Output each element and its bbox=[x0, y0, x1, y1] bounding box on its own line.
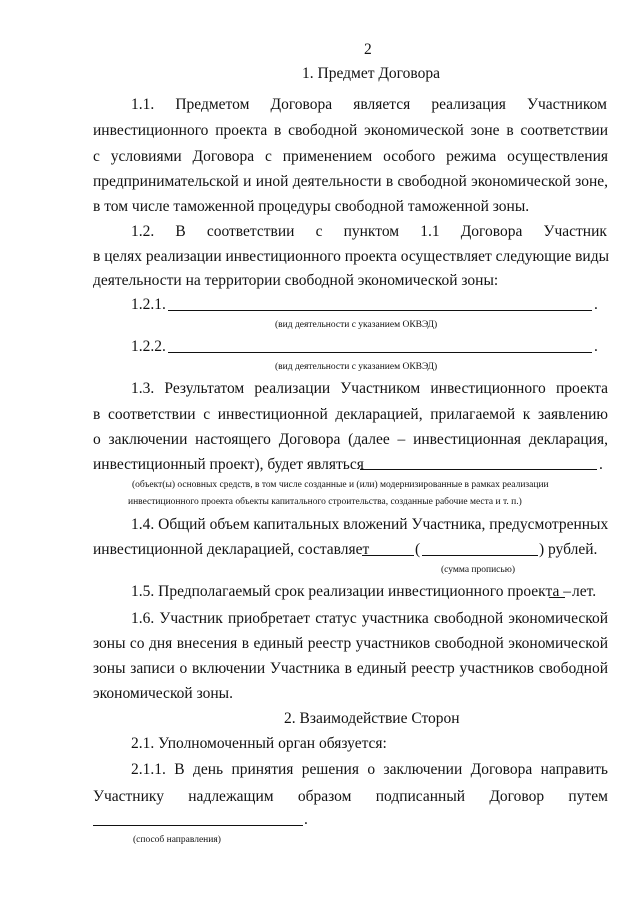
text-word: В bbox=[175, 223, 186, 240]
paragraph-2-1: 2.1. Уполномоченный орган обязуется: bbox=[131, 735, 387, 752]
paragraph-1-6-line-1: 1.6. Участник приобретает статус участника свободной экономической bbox=[131, 610, 608, 627]
paragraph-1-1-line-2: инвестиционного проекта в свободной экономической зоне в соответствии bbox=[93, 122, 608, 139]
text-word: надлежащим bbox=[188, 788, 274, 805]
text-word: Договора bbox=[460, 223, 523, 240]
paragraph-1-5-text: 1.5. Предполагаемый срок реализации инвестиционного проекта – bbox=[131, 583, 571, 600]
page-number: 2 bbox=[364, 41, 372, 58]
activity-1-blank-line bbox=[168, 310, 592, 311]
amount-open-paren: ( bbox=[415, 541, 421, 558]
text-word: Участник bbox=[543, 223, 607, 240]
text-word: пунктом bbox=[343, 223, 400, 240]
item-1-2-1-label: 1.2.1. bbox=[131, 296, 166, 313]
activity-1-hint: (вид деятельности с указанием ОКВЭД) bbox=[275, 320, 438, 330]
paragraph-1-2-line-2: в целях реализации инвестиционного проекта осуществляет следующие виды bbox=[93, 248, 610, 265]
paragraph-1-3-line-3: о заключении настоящего Договора (далее – инвестиционная декларация, bbox=[93, 431, 608, 448]
text-word: 1.1 bbox=[420, 223, 440, 240]
paragraph-1-2-line-1 bbox=[131, 223, 607, 241]
clause-number: 1.1. bbox=[131, 96, 155, 113]
section-2-title: 2. Взаимодействие Сторон bbox=[284, 710, 460, 727]
text-word: Договор bbox=[489, 788, 545, 805]
paragraph-2-1-1-line-1: 2.1.1. В день принятия решения о заключении Договора направить bbox=[131, 761, 608, 778]
result-end-dot: . bbox=[599, 456, 603, 473]
text-word: с bbox=[315, 223, 323, 240]
result-hint-line-1: (объект(ы) основных средств, в том числе созданные и (или) модернизированные в рамках реализации bbox=[132, 480, 549, 490]
text-word: Участнику bbox=[93, 788, 164, 805]
paragraph-1-3-line-2: в соответствии с инвестиционной декларацией, прилагаемой к заявлению bbox=[93, 406, 608, 423]
item-1-2-2-label: 1.2.2. bbox=[131, 338, 166, 355]
paragraph-1-1-line-3: с условиями Договора с применением особого режима осуществления bbox=[93, 148, 608, 165]
result-hint-line-2: инвестиционного проекта объекты капитального строительства, созданные рабочие места и т. п.) bbox=[128, 497, 522, 507]
method-end-dot: . bbox=[304, 811, 308, 828]
paragraph-2-1-1-line-2 bbox=[93, 788, 608, 806]
paragraph-1-4-line-2: инвестиционной декларацией, составляет bbox=[93, 541, 370, 558]
paragraph-1-5-unit: лет. bbox=[572, 583, 597, 600]
paragraph-1-1-line-1 bbox=[131, 96, 607, 114]
amount-currency: рублей. bbox=[548, 541, 598, 558]
item-1-2-1-end-dot: . bbox=[594, 296, 598, 313]
text-word: Договора bbox=[270, 96, 333, 113]
section-1-title: 1. Предмет Договора bbox=[302, 65, 440, 82]
activity-2-blank-line bbox=[168, 352, 592, 353]
amount-close-paren: ) bbox=[539, 541, 545, 558]
paragraph-1-4-line-1: 1.4. Общий объем капитальных вложений Участника, предусмотренных bbox=[131, 516, 609, 533]
text-word: Предметом bbox=[175, 96, 250, 113]
clause-number: 1.2. bbox=[131, 223, 155, 240]
activity-2-hint: (вид деятельности с указанием ОКВЭД) bbox=[275, 362, 438, 372]
text-word: реализация bbox=[431, 96, 506, 113]
result-blank-line bbox=[360, 469, 597, 470]
paragraph-1-1-line-4: предпринимательской и иной деятельности в свободной экономической зоне, bbox=[93, 173, 608, 190]
item-1-2-2-end-dot: . bbox=[594, 338, 598, 355]
paragraph-1-2-line-3: деятельности на территории свободной экономической зоны: bbox=[93, 272, 499, 289]
method-blank-line bbox=[93, 825, 303, 826]
amount-words-blank-line bbox=[422, 555, 538, 556]
paragraph-1-3-line-1: 1.3. Результатом реализации Участником инвестиционного проекта bbox=[131, 380, 608, 397]
paragraph-1-6-line-2: зоны со дня внесения в единый реестр участников свободной экономической bbox=[93, 635, 608, 652]
text-word: путем bbox=[568, 788, 608, 805]
text-word: Участником bbox=[527, 96, 607, 113]
paragraph-1-3-line-4: инвестиционный проект), будет являться bbox=[93, 456, 364, 473]
method-hint: (способ направления) bbox=[133, 835, 221, 845]
paragraph-1-6-line-4: экономической зоны. bbox=[93, 685, 233, 702]
paragraph-1-6-line-3: зоны записи о включении Участника в единый реестр участников свободной bbox=[93, 660, 608, 677]
term-blank-line bbox=[549, 597, 565, 598]
amount-number-blank-line bbox=[362, 555, 414, 556]
sum-hint: (сумма прописью) bbox=[441, 565, 515, 575]
text-word: соответствии bbox=[206, 223, 295, 240]
text-word: подписанный bbox=[375, 788, 466, 805]
paragraph-1-1-line-5: в том числе таможенной процедуры свободной таможенной зоны. bbox=[93, 198, 530, 215]
text-word: является bbox=[353, 96, 411, 113]
text-word: образом bbox=[297, 788, 352, 805]
